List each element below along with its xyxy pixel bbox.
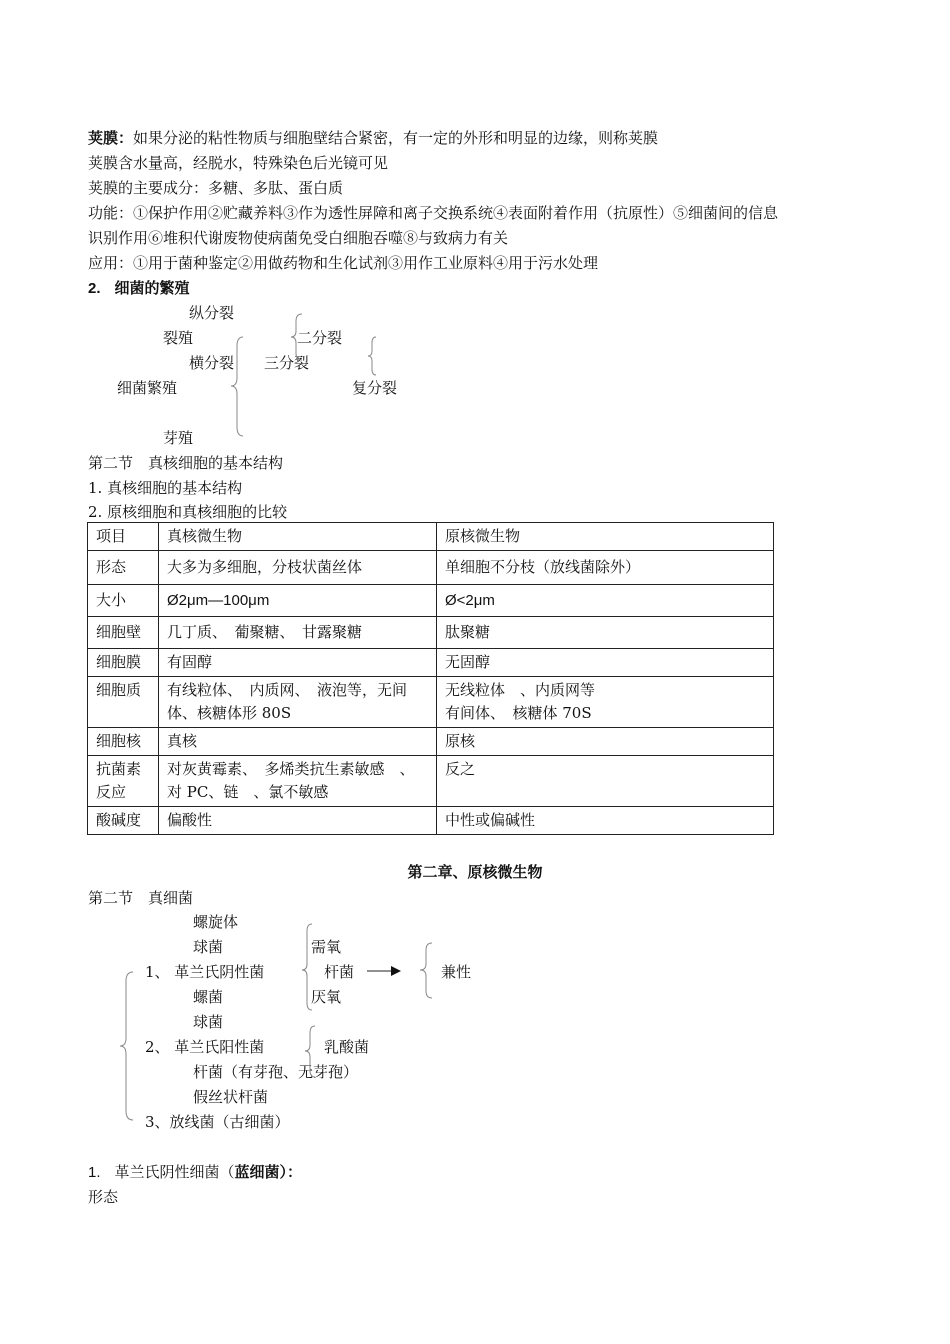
capsule-application-line: 应用：①用于菌种鉴定②用做药物和生化试剂③用作工业原料④用于污水处理 — [88, 254, 599, 272]
table-cell: 抗菌素反应 — [88, 756, 159, 807]
table-cell: 项目 — [88, 523, 159, 551]
tree-actinomycete: 3、放线菌（古细菌） — [145, 1113, 290, 1131]
table-cell: 偏酸性 — [159, 807, 437, 835]
section2-title: 第二节 真核细胞的基本结构 — [88, 454, 284, 472]
repro-transverse: 横分裂 — [189, 354, 235, 372]
table-cell: 单细胞不分枝（放线菌除外） — [437, 551, 774, 585]
positive-brace — [305, 1026, 315, 1077]
arrow-head-icon — [391, 966, 401, 976]
cyanobacteria-suffix: ）： — [279, 1163, 303, 1181]
table-cell: 细胞核 — [88, 728, 159, 756]
tree-coccus-pos: 球菌 — [193, 1013, 224, 1031]
table-cell: 肽聚糖 — [437, 617, 774, 649]
repro-heading-text: 细菌的繁殖 — [114, 279, 190, 297]
table-cell: 细胞膜 — [88, 649, 159, 677]
repro-binary: 二分裂 — [297, 329, 343, 347]
table-cell: 真核 — [159, 728, 437, 756]
oxygen-brace — [302, 924, 312, 1010]
tree-bacillus-neg: 杆菌 — [324, 963, 355, 981]
tree-facultative: 兼性 — [441, 963, 472, 981]
table-cell: 形态 — [88, 551, 159, 585]
repro-budding: 芽殖 — [163, 429, 194, 447]
chapter-section: 第二节 真细菌 — [88, 889, 194, 907]
tree-spiral: 螺菌 — [193, 988, 224, 1006]
tree-spirochete: 螺旋体 — [193, 913, 239, 931]
table-cell: Ø2μm—100μm — [159, 585, 437, 617]
repro-heading-number: 2. — [88, 280, 101, 297]
table-cell: 中性或偏碱性 — [437, 807, 774, 835]
chapter-title: 第二章、原核微生物 — [407, 863, 543, 881]
table-cell: 反之 — [437, 756, 774, 807]
table-cell: 酸碱度 — [88, 807, 159, 835]
cyanobacteria-heading — [88, 1162, 302, 1183]
cyanobacteria-name: 蓝细菌 — [234, 1163, 280, 1181]
repro-longitudinal: 纵分裂 — [189, 304, 235, 322]
tree-gram-negative: 1、 革兰氏阴性菌 — [145, 963, 265, 981]
table-cell: 对灰黄霉素、 多烯类抗生素敏感 、对 PC、链 、氯不敏感 — [159, 756, 437, 807]
table-cell: 大多为多细胞，分枝状菌丝体 — [159, 551, 437, 585]
bacteria-main-brace — [120, 972, 133, 1120]
form-label: 形态 — [88, 1188, 119, 1206]
capsule-label: 荚膜： — [88, 129, 134, 147]
capsule-line-3: 荚膜的主要成分：多糖、多肽、蛋白质 — [88, 179, 344, 197]
table-cell: 无线粒体 、内质网等 有间体、 核糖体 70S — [437, 677, 774, 728]
capsule-definition: 如果分泌的粘性物质与细胞壁结合紧密，有一定的外形和明显的边缘，则称荚膜 — [133, 129, 659, 147]
tree-bacillus-pos: 杆菌（有芽孢、无芽孢） — [193, 1063, 359, 1081]
cyanobacteria-prefix: 革兰氏阴性细菌（ — [114, 1163, 235, 1181]
table-cell: 细胞壁 — [88, 617, 159, 649]
table-cell: 有线粒体、 内质网、 液泡等，无间体、核糖体形 80S — [159, 677, 437, 728]
tree-anaerobic: 厌氧 — [311, 988, 342, 1006]
repro-root: 细菌繁殖 — [117, 379, 178, 397]
table-cell: 真核微生物 — [159, 523, 437, 551]
capsule-function-line-cont: 识别作用⑥堆积代谢废物使病菌免受白细胞吞噬⑧与致病力有关 — [88, 229, 509, 247]
tree-coccus-neg: 球菌 — [193, 938, 224, 956]
facultative-brace — [420, 943, 432, 998]
tree-aerobic: 需氧 — [311, 938, 342, 956]
capsule-function-line: 功能：①保护作用②贮藏养料③作为透性屏障和离子交换系统④表面附着作用（抗原性）⑤细菌间的信息 — [88, 204, 779, 222]
capsule-line-2: 荚膜含水量高，经脱水，特殊染色后光镜可见 — [88, 154, 389, 172]
table-cell: 无固醇 — [437, 649, 774, 677]
table-cell: 细胞质 — [88, 677, 159, 728]
table-cell: Ø<2μm — [437, 585, 774, 617]
tree-gram-positive: 2、 革兰氏阳性菌 — [145, 1038, 265, 1056]
tree-pseudo: 假丝状杆菌 — [193, 1088, 269, 1106]
section2-item1: 1. 真核细胞的基本结构 — [88, 479, 243, 497]
cyanobacteria-number: 1. — [88, 1164, 101, 1181]
table-cell: 原核微生物 — [437, 523, 774, 551]
table-cell: 几丁质、 葡聚糖、 甘露聚糖 — [159, 617, 437, 649]
table-cell: 大小 — [88, 585, 159, 617]
table-cell: 有固醇 — [159, 649, 437, 677]
table-cell: 原核 — [437, 728, 774, 756]
section2-item2: 2. 原核细胞和真核细胞的比较 — [88, 503, 288, 521]
repro-multiple: 复分裂 — [352, 379, 398, 397]
repro-ternary: 三分裂 — [264, 354, 310, 372]
repro-fission: 裂殖 — [163, 329, 194, 347]
tree-lactic: 乳酸菌 — [324, 1038, 370, 1056]
